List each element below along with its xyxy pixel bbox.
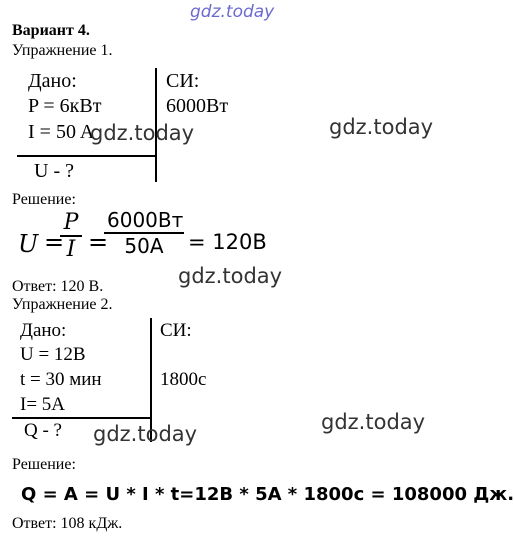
formula-eq-1: = [44, 228, 65, 256]
fraction-2-denominator: 50А [124, 234, 164, 258]
watermark-3: gdz.today [178, 264, 283, 288]
formula-lhs: U [18, 230, 39, 258]
ex2-given-line-2: t = 30 мин [20, 369, 102, 390]
ex1-solution-label: Решение: [12, 191, 76, 208]
formula-eq-2: = [88, 228, 109, 256]
ex1-find: U - ? [34, 160, 74, 182]
ex1-si-value-1: 6000Вт [166, 95, 229, 117]
formula-fraction-2 [104, 208, 184, 258]
watermark-5: gdz.today [93, 422, 198, 446]
ex2-solution-label: Решение: [12, 456, 76, 473]
fraction-1-denominator: I [66, 237, 76, 262]
ex2-given-line-3: I= 5А [20, 394, 66, 415]
exercise-1-title: Упражнение 1. [12, 42, 113, 59]
ex2-given-line-1: U = 12В [20, 344, 86, 365]
fraction-1-numerator: P [60, 210, 82, 237]
watermark-1: gdz.today [90, 121, 195, 145]
watermark-top: gdz.today [190, 2, 275, 22]
ex2-find: Q - ? [24, 420, 62, 441]
ex1-si-label: СИ: [166, 70, 200, 92]
ex2-si-value-1: 1800с [160, 369, 207, 390]
formula-result: = 120В [188, 230, 267, 254]
ex1-given-line-2: I = 50 A [28, 121, 95, 143]
ex2-formula: Q = A = U * I * t=12В * 5А * 1800с = 108000 Дж. [21, 484, 514, 505]
watermark-4: gdz.today [321, 410, 426, 434]
ex1-horizontal-divider [17, 155, 157, 157]
watermark-2: gdz.today [329, 115, 434, 139]
ex2-answer: Ответ: 108 кДж. [12, 515, 123, 532]
ex1-given-line-1: P = 6кВт [28, 95, 102, 117]
formula-fraction-1 [60, 210, 82, 262]
ex2-given-label: Дано: [20, 320, 67, 341]
ex2-si-label: СИ: [160, 320, 192, 341]
ex2-horizontal-divider [12, 417, 152, 419]
ex1-given-label: Дано: [28, 70, 77, 92]
fraction-2-numerator: 6000Вт [104, 208, 184, 234]
ex1-answer: Ответ: 120 В. [12, 278, 104, 295]
variant-heading: Вариант 4. [12, 22, 90, 39]
exercise-2-title: Упражнение 2. [12, 296, 113, 313]
